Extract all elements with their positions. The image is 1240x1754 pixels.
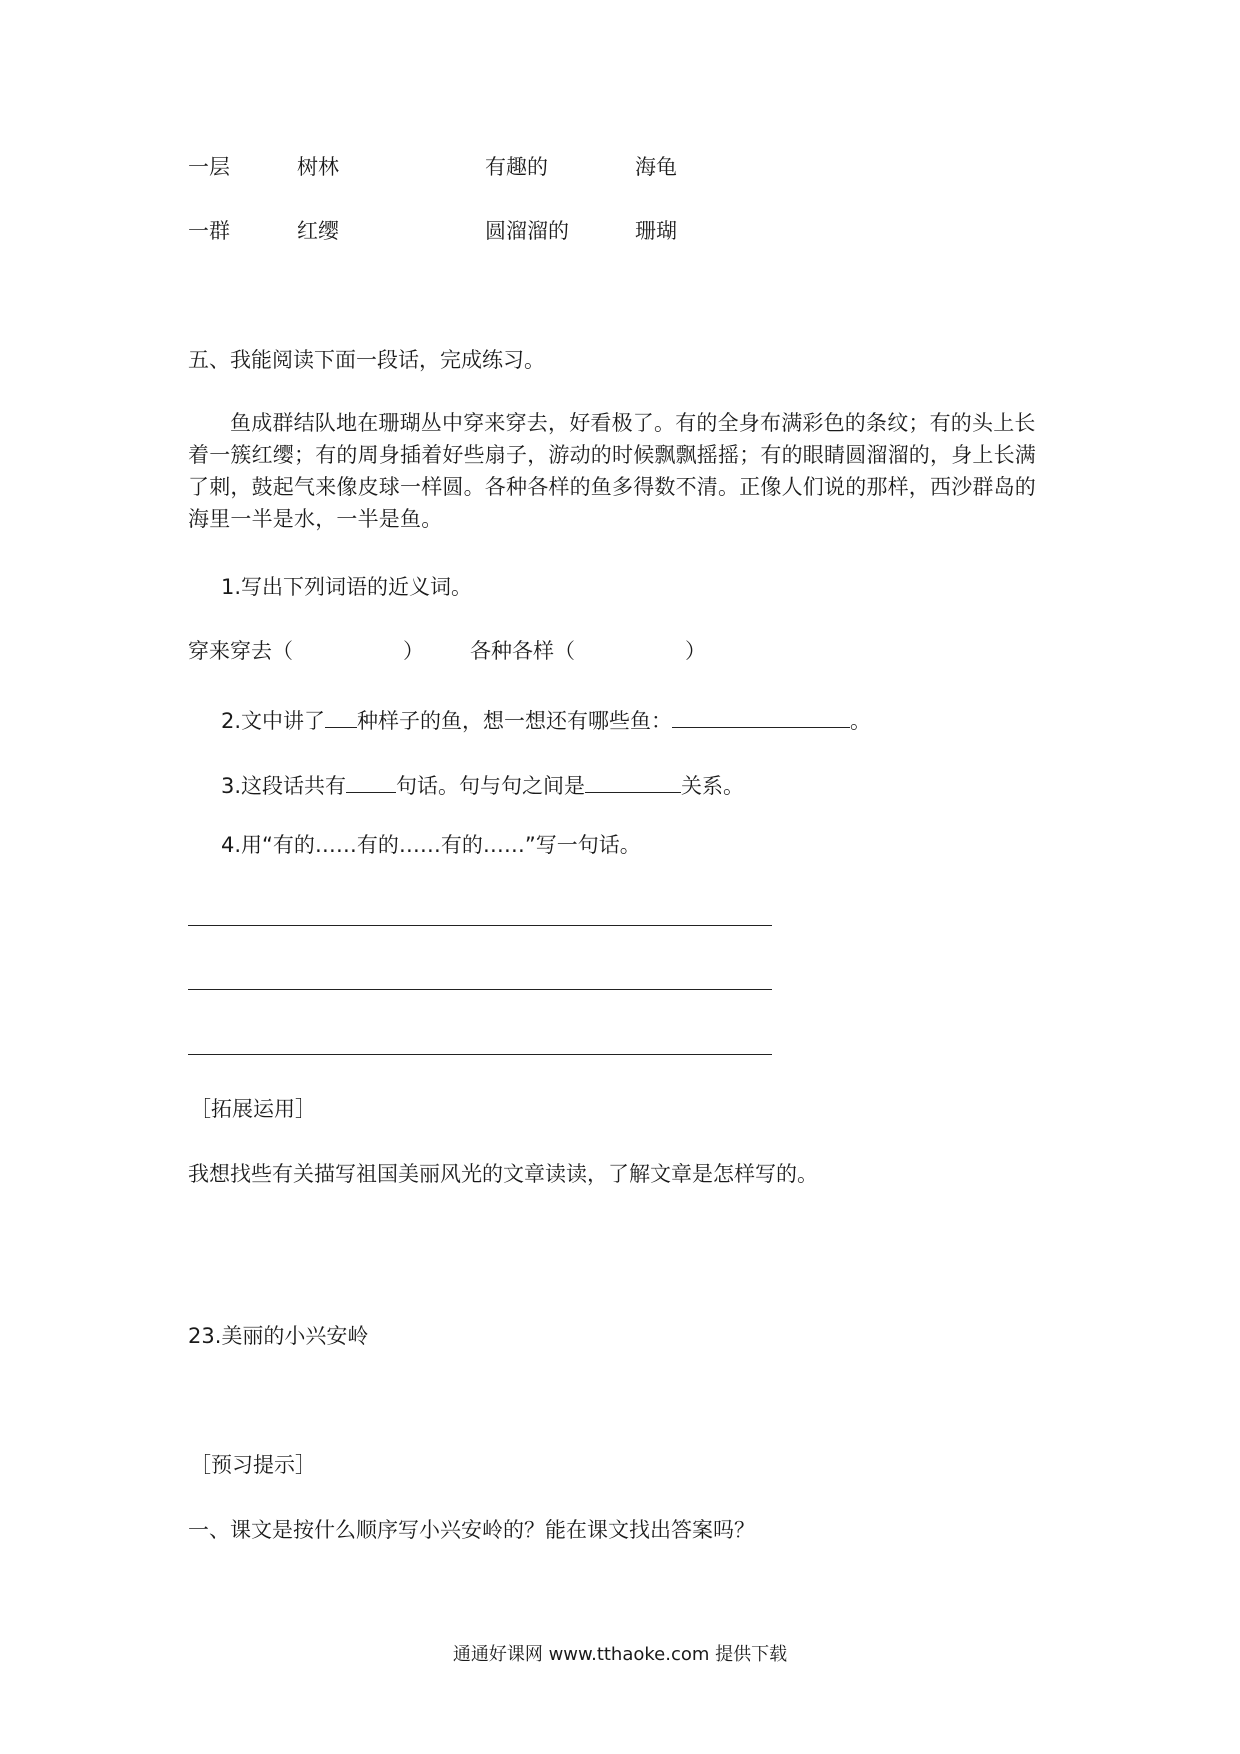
q2-text-a: 2.文中讲了	[221, 709, 326, 733]
word-row1-col3: 有趣的	[485, 155, 548, 179]
q2-text-b: 种样子的鱼，想一想还有哪些鱼：	[357, 709, 673, 733]
q3-blank-sentences[interactable]	[346, 771, 396, 793]
q3-text-a: 3.这段话共有	[221, 774, 347, 798]
reading-passage: 鱼成群结队地在珊瑚丛中穿来穿去，好看极了。有的全身布满彩色的条纹；有的头上长着一簇红缨；有的周身插着好些扇子，游动的时候飘飘摇摇；有的眼睛圆溜溜的，身上长满了刺，鼓起气来像皮球一样圆。各种各样的鱼多得数不清。正像人们说的那样，西沙群岛的海里一半是水，一半是鱼。	[188, 411, 1036, 531]
extension-heading: ［拓展运用］	[190, 1097, 316, 1121]
answer-line-1[interactable]	[188, 925, 772, 926]
word-row1-col4: 海龟	[635, 155, 677, 179]
q3-text-c: 关系。	[681, 774, 745, 798]
word-row2-col2: 红缨	[297, 219, 339, 243]
word-row1-col1: 一层	[188, 155, 230, 179]
q1-item-2-close: ）	[685, 639, 706, 663]
section5-title: 五、我能阅读下面一段话，完成练习。	[188, 348, 545, 372]
q2-blank-fish[interactable]	[672, 706, 850, 728]
extension-text: 我想找些有关描写祖国美丽风光的文章读读，了解文章是怎样写的。	[188, 1162, 818, 1186]
lesson-title: 23.美丽的小兴安岭	[188, 1324, 369, 1348]
q1-item-1-label: 穿来穿去（	[188, 639, 293, 663]
q1-item-1	[188, 641, 424, 662]
word-row2-col4: 珊瑚	[635, 219, 677, 243]
question-1: 1.写出下列词语的近义词。	[221, 575, 473, 599]
answer-line-3[interactable]	[188, 1054, 772, 1055]
q2-blank-count[interactable]	[325, 706, 357, 728]
question-2	[221, 706, 871, 732]
q1-item-2	[470, 641, 706, 662]
answer-line-2[interactable]	[188, 989, 772, 990]
word-row2-col3: 圆溜溜的	[485, 219, 569, 243]
question-3	[221, 771, 744, 797]
preview-heading: ［预习提示］	[190, 1453, 316, 1477]
q1-item-2-label: 各种各样（	[470, 639, 575, 663]
q3-text-b: 句话。句与句之间是	[396, 774, 586, 798]
page-footer: 通通好课网 www.tthaoke.com 提供下载	[452, 1644, 788, 1665]
q2-text-c: 。	[850, 709, 872, 733]
q1-item-1-close: ）	[403, 639, 424, 663]
q3-blank-relation[interactable]	[585, 771, 681, 793]
word-row2-col1: 一群	[188, 219, 230, 243]
word-row1-col2: 树林	[297, 155, 339, 179]
question-4: 4.用“有的……有的……有的……”写一句话。	[221, 833, 641, 857]
preview-question-1: 一、课文是按什么顺序写小兴安岭的？能在课文找出答案吗？	[188, 1518, 755, 1542]
